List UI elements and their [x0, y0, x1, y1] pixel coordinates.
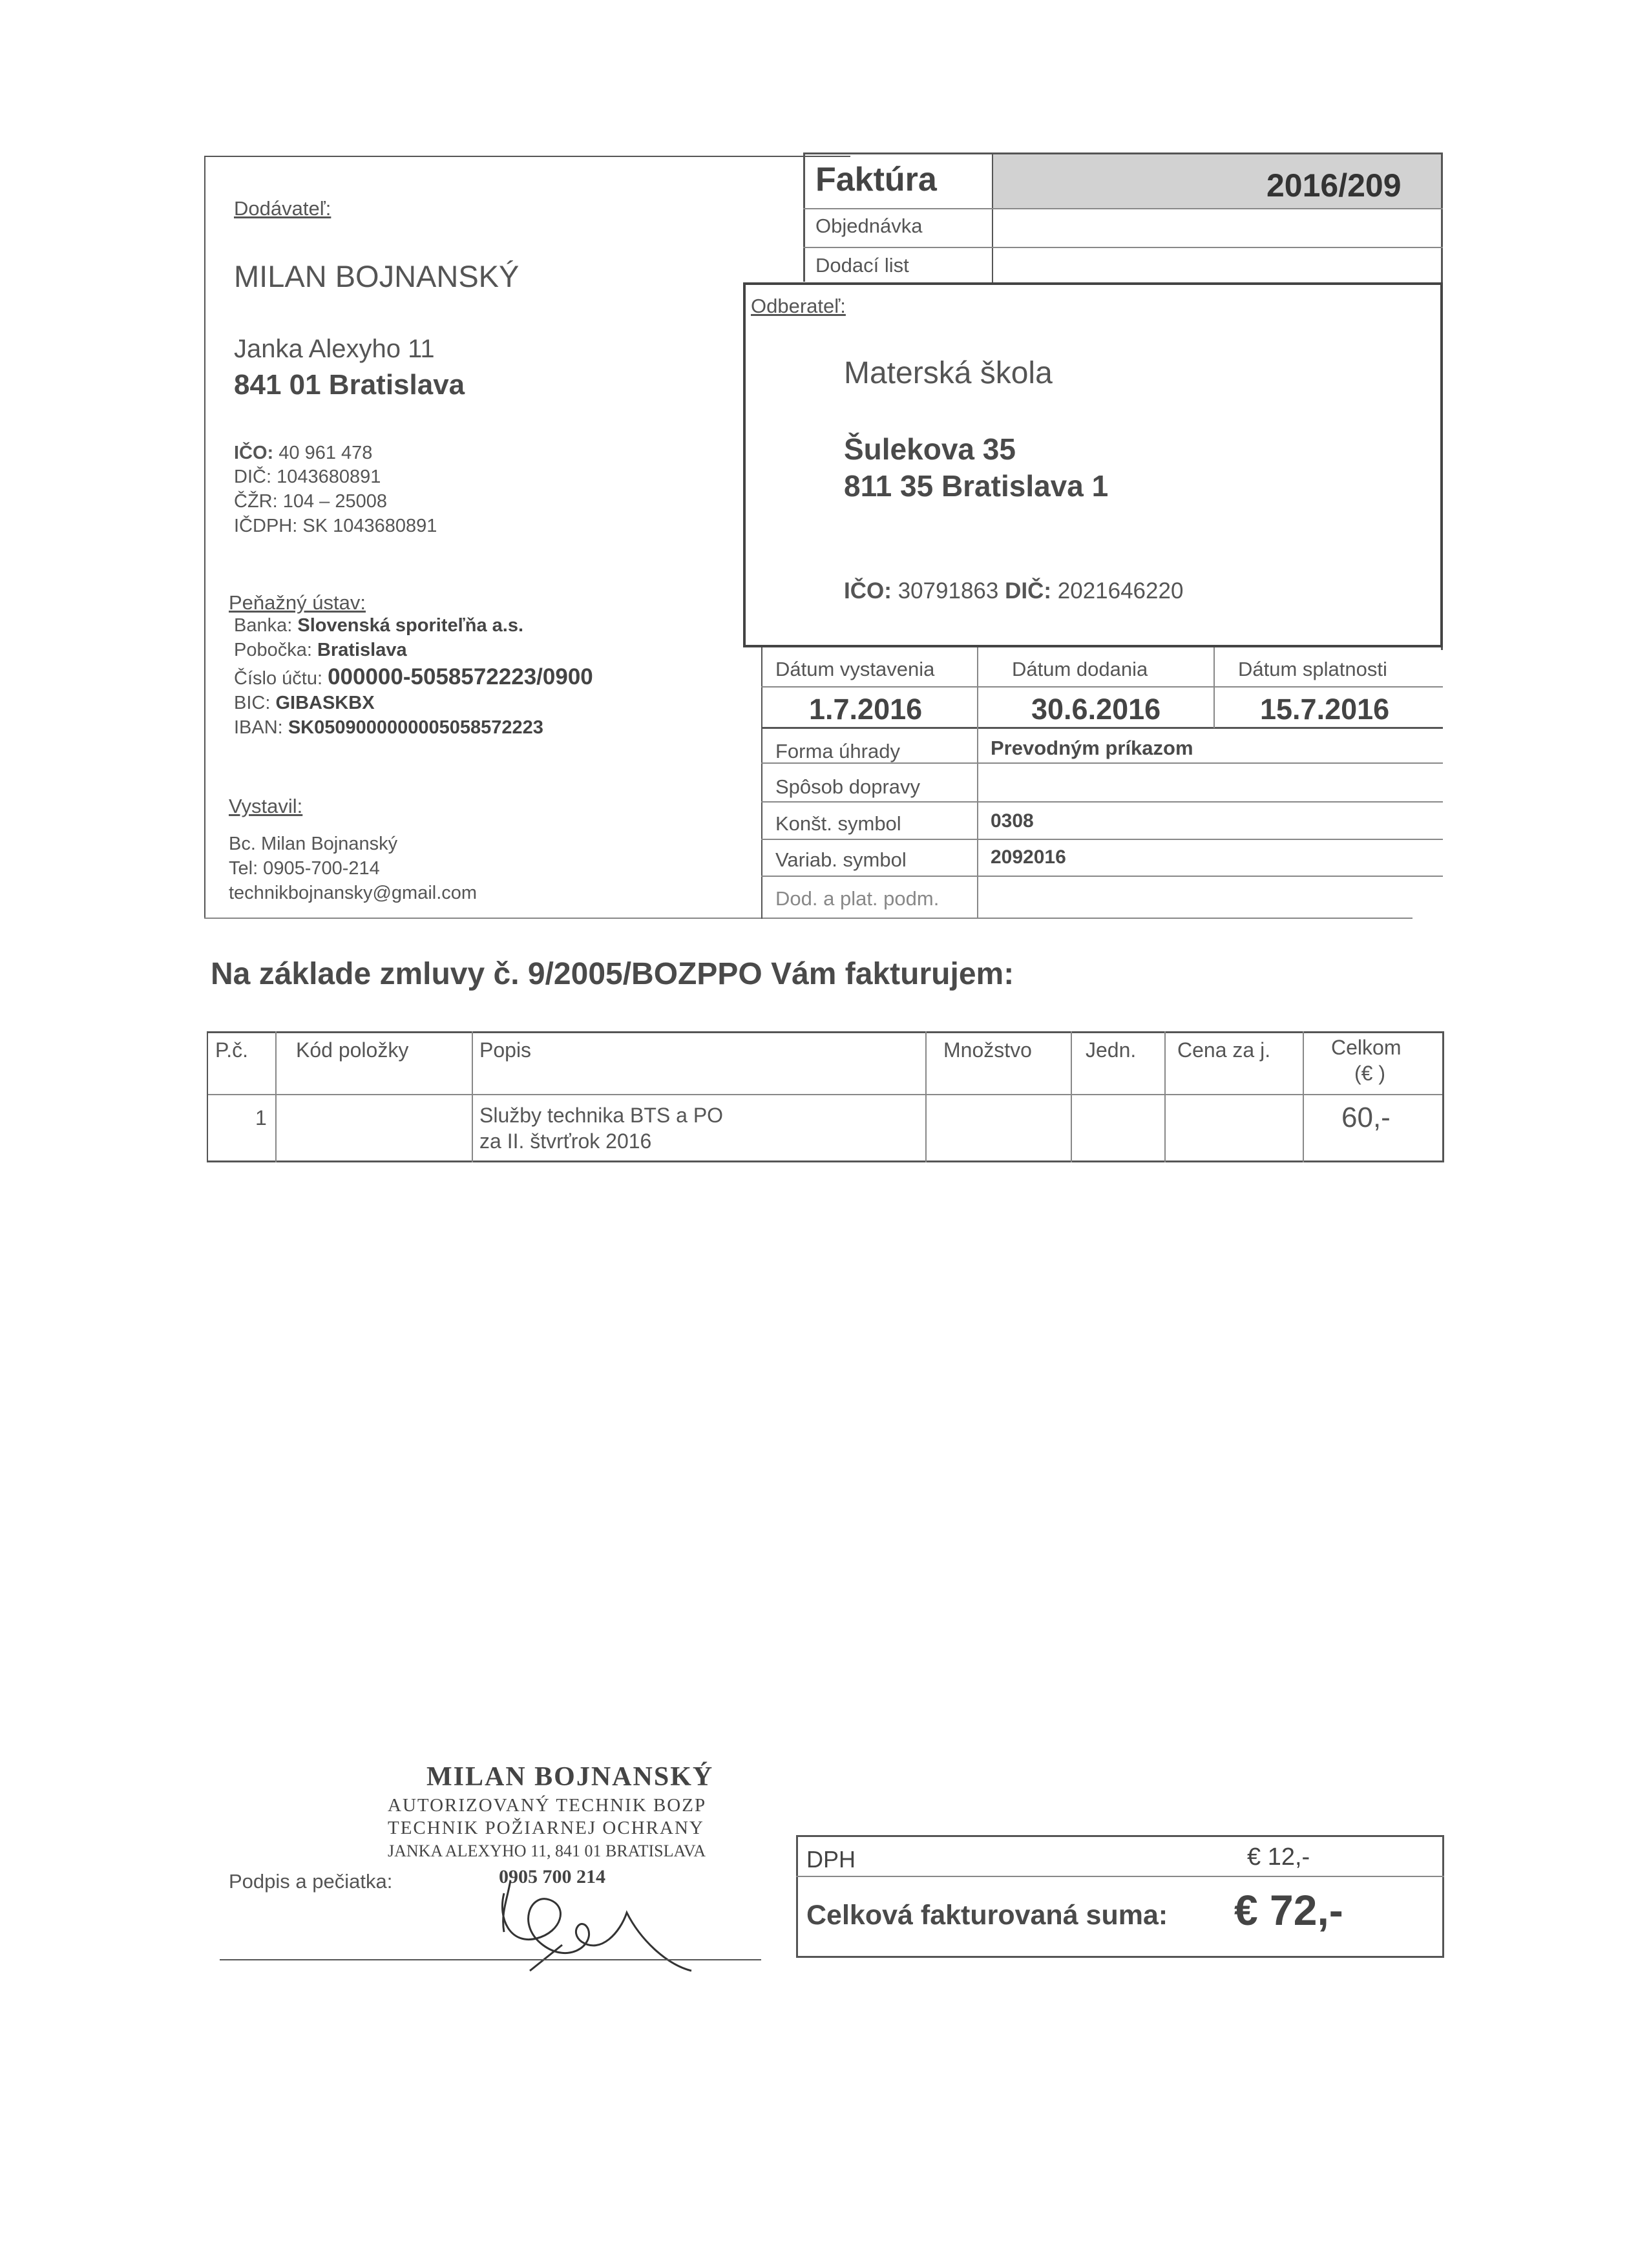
customer-heading: Odberateľ: — [751, 295, 846, 317]
vat-label: DPH — [806, 1846, 856, 1873]
account-number: 000000-5058572223/0900 — [328, 664, 593, 689]
variable-symbol: 2092016 — [991, 846, 1066, 868]
supplier-ico: 40 961 478 — [278, 443, 373, 463]
stamp-line-2: AUTORIZOVANÝ TECHNIK BOZP — [388, 1795, 707, 1816]
grand-total-amount: € 72,- — [1234, 1886, 1343, 1934]
totals-box-right — [1442, 1835, 1444, 1958]
bank-name: Slovenská sporiteľňa a.s. — [297, 615, 524, 636]
supplier-dic-label: DIČ: — [234, 467, 271, 487]
supplier-heading: Dodávateľ: — [234, 197, 331, 220]
account-row — [234, 664, 593, 690]
date-header-rule — [761, 686, 1443, 688]
payment-method: Prevodným príkazom — [991, 737, 1193, 759]
items-col-2 — [472, 1031, 473, 1162]
customer-street: Šulekova 35 — [844, 432, 1016, 466]
row-total: 60,- — [1341, 1102, 1391, 1133]
invoice-intro: Na základe zmluvy č. 9/2005/BOZPPO Vám fakturujem: — [211, 957, 1014, 991]
supplier-street: Janka Alexyho 11 — [234, 335, 435, 363]
signature-line — [220, 1959, 761, 1960]
issue-date: 1.7.2016 — [809, 693, 923, 726]
col-header-currency: (€ ) — [1354, 1062, 1385, 1085]
supplier-dic: 1043680891 — [277, 467, 381, 487]
col-header-total: Celkom — [1331, 1036, 1402, 1059]
payment-rule-4 — [761, 876, 1443, 877]
items-col-3 — [925, 1031, 927, 1162]
totals-box-middle — [796, 1876, 1444, 1877]
header-bottom-rule — [204, 918, 1413, 919]
bic-code: GIBASKBX — [275, 693, 375, 713]
iban-code: SK0509000000005058572223 — [288, 717, 543, 738]
payment-rule-3 — [761, 839, 1443, 840]
col-header-pc: P.č. — [215, 1038, 248, 1062]
items-header-rule — [207, 1094, 1444, 1095]
grid-left — [761, 647, 762, 919]
col-header-desc: Popis — [479, 1038, 532, 1062]
row-desc-line2: za II. štvrťrok 2016 — [479, 1129, 652, 1153]
grid-divider-2 — [1213, 647, 1215, 728]
due-date-label: Dátum splatnosti — [1238, 658, 1387, 680]
issuer-name: Bc. Milan Bojnanský — [229, 834, 398, 854]
branch-name: Bratislava — [317, 640, 407, 660]
supplier-frame-top — [204, 156, 850, 157]
branch-row — [234, 640, 407, 661]
terms-label: Dod. a plat. podm. — [775, 887, 940, 910]
issuer-email: technikbojnansky@gmail.com — [229, 883, 478, 903]
delivery-note-label: Dodací list — [815, 254, 909, 277]
bank-row — [234, 615, 523, 636]
totals-box-top — [796, 1835, 1444, 1837]
invoice-box-divider — [992, 154, 993, 284]
payment-method-label: Forma úhrady — [775, 740, 900, 762]
vat-amount: € 12,- — [1247, 1843, 1310, 1871]
items-col-5 — [1164, 1031, 1166, 1162]
branch-label: Pobočka: — [234, 640, 312, 660]
payment-rule-2 — [761, 801, 1443, 803]
signature-label: Podpis a pečiatka: — [229, 1870, 393, 1893]
totals-box-bottom — [796, 1956, 1444, 1958]
customer-city: 811 35 Bratislava 1 — [844, 469, 1109, 503]
supplier-dic-row — [234, 467, 381, 488]
bank-heading: Peňažný ústav: — [229, 591, 366, 614]
invoice-title: Faktúra — [815, 161, 937, 198]
col-header-qty: Množstvo — [943, 1038, 1032, 1062]
grand-total-label: Celková fakturovaná suma: — [806, 1900, 1168, 1931]
handwritten-signature — [491, 1867, 698, 1977]
supplier-icdph-label: IČDPH: — [234, 516, 298, 536]
items-col-0 — [207, 1031, 208, 1162]
supplier-name: MILAN BOJNANSKÝ — [234, 259, 520, 293]
col-header-code: Kód položky — [296, 1038, 409, 1062]
customer-ico-label: IČO: — [844, 578, 892, 604]
customer-box-right — [1440, 282, 1443, 647]
invoice-row-rule-2 — [803, 247, 1443, 248]
date-values-rule — [761, 727, 1443, 729]
stamp-line-4: JANKA ALEXYHO 11, 841 01 BRATISLAVA — [388, 1842, 706, 1860]
invoice-box-left — [803, 152, 805, 282]
supplier-czr: 104 – 25008 — [282, 491, 388, 512]
col-header-unit: Jedn. — [1086, 1038, 1137, 1062]
stamp-line-3: TECHNIK POŽIARNEJ OCHRANY — [388, 1818, 704, 1838]
variable-symbol-label: Variab. symbol — [775, 848, 907, 871]
invoice-row-rule-1 — [803, 208, 1443, 209]
customer-name: Materská škola — [844, 356, 1053, 390]
customer-dic-label: DIČ: — [1005, 578, 1052, 604]
supplier-czr-label: ČŽR: — [234, 491, 278, 512]
items-col-1 — [275, 1031, 277, 1162]
transport-label: Spôsob dopravy — [775, 775, 921, 798]
customer-ico: 30791863 — [898, 578, 999, 604]
customer-box-top — [743, 282, 1443, 285]
supplier-frame-left — [204, 156, 205, 918]
customer-ids — [844, 578, 1183, 604]
account-label: Číslo účtu: — [234, 668, 322, 689]
constant-symbol: 0308 — [991, 810, 1034, 832]
due-date: 15.7.2016 — [1260, 693, 1390, 726]
col-header-price: Cena za j. — [1177, 1038, 1271, 1062]
supplier-icdph: SK 1043680891 — [302, 516, 437, 536]
row-desc-line1: Služby technika BTS a PO — [479, 1104, 724, 1127]
delivery-date-label: Dátum dodania — [1012, 658, 1148, 680]
issue-date-label: Dátum vystavenia — [775, 658, 935, 680]
items-col-4 — [1071, 1031, 1072, 1162]
stamp-line-5: 0905 700 214 — [499, 1866, 605, 1887]
order-label: Objednávka — [815, 215, 923, 237]
bank-label: Banka: — [234, 615, 293, 636]
items-bottom-rule — [207, 1160, 1444, 1162]
supplier-ico-row — [234, 443, 372, 464]
customer-box-left — [743, 282, 746, 647]
customer-box-bottom — [743, 645, 1443, 647]
iban-row — [234, 717, 543, 739]
constant-symbol-label: Konšt. symbol — [775, 812, 901, 835]
supplier-ico-label: IČO: — [234, 443, 274, 463]
totals-box-left — [796, 1835, 798, 1958]
grid-divider-1 — [977, 647, 978, 919]
items-top-rule — [207, 1031, 1444, 1033]
stamp-line-1: MILAN BOJNANSKÝ — [426, 1762, 714, 1792]
supplier-icdph-row — [234, 516, 437, 537]
items-col-6 — [1303, 1031, 1304, 1162]
delivery-date: 30.6.2016 — [1031, 693, 1161, 726]
supplier-city: 841 01 Bratislava — [234, 369, 465, 401]
items-col-7 — [1442, 1031, 1444, 1162]
issuer-heading: Vystavil: — [229, 795, 303, 817]
invoice-number: 2016/209 — [1266, 167, 1402, 204]
bic-row — [234, 693, 375, 714]
bic-label: BIC: — [234, 693, 271, 713]
issuer-phone: Tel: 0905-700-214 — [229, 858, 380, 879]
customer-dic: 2021646220 — [1057, 578, 1184, 604]
supplier-czr-row — [234, 491, 387, 512]
iban-label: IBAN: — [234, 717, 283, 738]
row-pc: 1 — [255, 1106, 267, 1129]
